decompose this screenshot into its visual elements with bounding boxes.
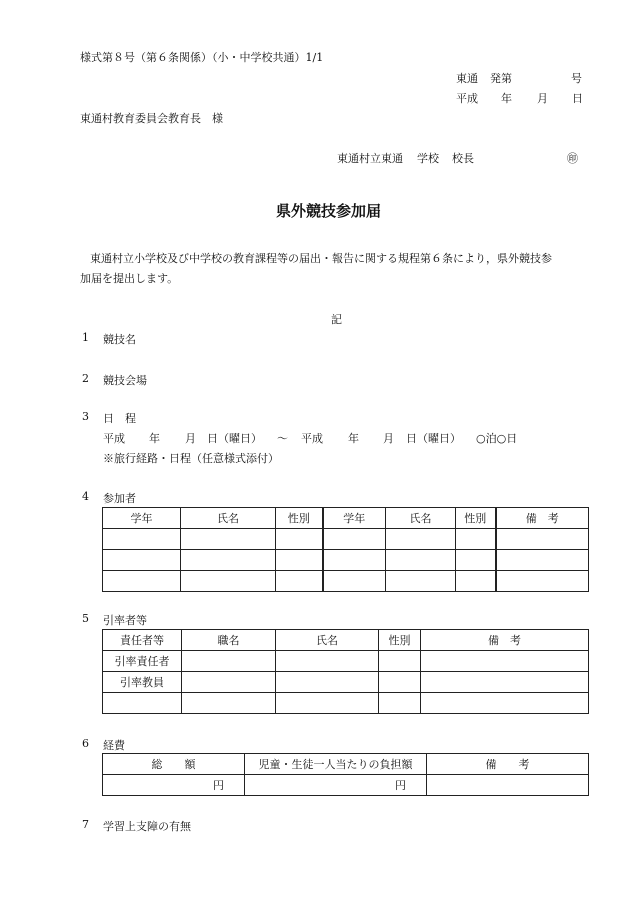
date-month: 月 bbox=[537, 92, 548, 105]
table-cell[interactable] bbox=[456, 550, 496, 571]
expenses-per-student-cell[interactable] bbox=[245, 775, 427, 796]
intro-line-2: 加届を提出します。 bbox=[80, 272, 179, 285]
table-cell[interactable] bbox=[276, 571, 323, 592]
table-row bbox=[103, 672, 589, 693]
chaperone-role-leader: 引率責任者 bbox=[103, 651, 182, 672]
chaperones-header-row bbox=[103, 630, 589, 651]
table-row bbox=[103, 693, 589, 714]
schedule-from-day: 日（曜日） bbox=[207, 432, 262, 445]
table-cell[interactable] bbox=[276, 550, 323, 571]
section-1-number: 1 bbox=[82, 331, 89, 344]
date-day: 日 bbox=[572, 92, 583, 105]
expenses-header-per-student: 児童・生徒一人当たりの負担額 bbox=[245, 754, 427, 775]
table-row bbox=[103, 529, 589, 550]
table-cell[interactable] bbox=[496, 571, 589, 592]
table-cell[interactable] bbox=[182, 672, 276, 693]
table-cell[interactable] bbox=[456, 529, 496, 550]
schedule-from-year: 年 bbox=[149, 432, 160, 445]
table-cell[interactable] bbox=[323, 550, 386, 571]
participants-header-sex-1: 性別 bbox=[276, 508, 323, 529]
section-4-label: 参加者 bbox=[103, 492, 136, 505]
expenses-header-row bbox=[103, 754, 589, 775]
doc-number-mid: 発第 bbox=[490, 72, 512, 85]
chaperones-header-remarks: 備 考 bbox=[421, 630, 589, 651]
table-cell[interactable] bbox=[386, 550, 456, 571]
schedule-to-era: 平成 bbox=[301, 432, 323, 445]
chaperones-header-position: 職名 bbox=[182, 630, 276, 651]
form-number: 様式第８号（第６条関係）（小・中学校共通）1/1 bbox=[80, 51, 324, 64]
seal-mark: ㊞ bbox=[567, 152, 578, 165]
table-cell[interactable] bbox=[103, 571, 181, 592]
table-cell[interactable] bbox=[276, 693, 379, 714]
chaperones-table bbox=[102, 629, 589, 714]
sender-school: 学校 bbox=[417, 152, 439, 165]
schedule-tilde: ～ bbox=[277, 432, 288, 445]
schedule-to-year: 年 bbox=[348, 432, 359, 445]
date-year: 年 bbox=[501, 92, 512, 105]
section-4-number: 4 bbox=[82, 490, 89, 503]
section-3-number: 3 bbox=[82, 410, 89, 423]
table-cell[interactable] bbox=[421, 693, 589, 714]
schedule-nights: ○泊○日 bbox=[476, 432, 518, 445]
schedule-note: ※旅行経路・日程（任意様式添付） bbox=[103, 452, 279, 465]
section-1-label: 競技名 bbox=[103, 333, 136, 346]
yen-unit-total: 円 bbox=[213, 779, 224, 792]
chaperone-role-teacher: 引率教員 bbox=[103, 672, 182, 693]
table-cell[interactable] bbox=[181, 550, 276, 571]
table-cell[interactable] bbox=[386, 571, 456, 592]
table-cell[interactable] bbox=[103, 550, 181, 571]
participants-header-grade-1: 学年 bbox=[103, 508, 181, 529]
section-6-number: 6 bbox=[82, 737, 89, 750]
chaperones-header-role: 責任者等 bbox=[103, 630, 182, 651]
schedule-from-month: 月 bbox=[185, 432, 196, 445]
section-3-label: 日 程 bbox=[103, 412, 136, 425]
participants-header-grade-2: 学年 bbox=[323, 508, 386, 529]
expenses-table bbox=[102, 753, 589, 796]
table-cell[interactable] bbox=[496, 550, 589, 571]
participants-header-row bbox=[103, 508, 589, 529]
participants-header-remarks: 備 考 bbox=[496, 508, 589, 529]
section-2-label: 競技会場 bbox=[103, 374, 147, 387]
section-7-label: 学習上支障の有無 bbox=[103, 820, 191, 833]
table-cell[interactable] bbox=[496, 529, 589, 550]
expenses-header-total: 総 額 bbox=[103, 754, 245, 775]
section-5-number: 5 bbox=[82, 612, 89, 625]
table-row bbox=[103, 775, 589, 796]
addressee: 東通村教育委員会教育長 様 bbox=[80, 112, 223, 125]
table-cell[interactable] bbox=[103, 693, 182, 714]
table-row bbox=[103, 571, 589, 592]
table-cell[interactable] bbox=[276, 672, 379, 693]
intro-line-1: 東通村立小学校及び中学校の教育課程等の届出・報告に関する規程第６条により，県外競技参 bbox=[90, 252, 552, 265]
table-cell[interactable] bbox=[456, 571, 496, 592]
document-title: 県外競技参加届 bbox=[276, 202, 382, 220]
table-cell[interactable] bbox=[276, 651, 379, 672]
ki-label: 記 bbox=[331, 313, 342, 326]
schedule-from-era: 平成 bbox=[103, 432, 125, 445]
table-cell[interactable] bbox=[379, 651, 421, 672]
expenses-header-remarks: 備 考 bbox=[427, 754, 589, 775]
section-5-label: 引率者等 bbox=[103, 614, 147, 627]
table-cell[interactable] bbox=[181, 571, 276, 592]
table-row bbox=[103, 651, 589, 672]
section-7-number: 7 bbox=[82, 818, 89, 831]
participants-header-sex-2: 性別 bbox=[456, 508, 496, 529]
section-6-label: 経費 bbox=[103, 739, 125, 752]
date-era: 平成 bbox=[456, 92, 478, 105]
sender-org: 東通村立東通 bbox=[337, 152, 403, 165]
participants-header-name-2: 氏名 bbox=[386, 508, 456, 529]
table-cell[interactable] bbox=[386, 529, 456, 550]
table-cell[interactable] bbox=[182, 651, 276, 672]
expenses-total-cell[interactable] bbox=[103, 775, 245, 796]
table-cell[interactable] bbox=[379, 672, 421, 693]
yen-unit-per-student: 円 bbox=[395, 779, 406, 792]
doc-number-suffix: 号 bbox=[571, 72, 582, 85]
participants-table bbox=[102, 507, 589, 592]
table-cell[interactable] bbox=[181, 529, 276, 550]
table-row bbox=[103, 550, 589, 571]
schedule-to-day: 日（曜日） bbox=[406, 432, 461, 445]
table-cell[interactable] bbox=[323, 529, 386, 550]
section-2-number: 2 bbox=[82, 372, 89, 385]
schedule-to-month: 月 bbox=[383, 432, 394, 445]
table-cell[interactable] bbox=[323, 571, 386, 592]
table-cell[interactable] bbox=[421, 651, 589, 672]
participants-header-name-1: 氏名 bbox=[181, 508, 276, 529]
table-cell[interactable] bbox=[103, 529, 181, 550]
chaperones-header-sex: 性別 bbox=[379, 630, 421, 651]
table-cell[interactable] bbox=[427, 775, 589, 796]
chaperones-header-name: 氏名 bbox=[276, 630, 379, 651]
sender-title: 校長 bbox=[452, 152, 474, 165]
table-cell[interactable] bbox=[379, 693, 421, 714]
table-cell[interactable] bbox=[276, 529, 323, 550]
doc-number-prefix: 東通 bbox=[456, 72, 478, 85]
table-cell[interactable] bbox=[421, 672, 589, 693]
table-cell[interactable] bbox=[182, 693, 276, 714]
